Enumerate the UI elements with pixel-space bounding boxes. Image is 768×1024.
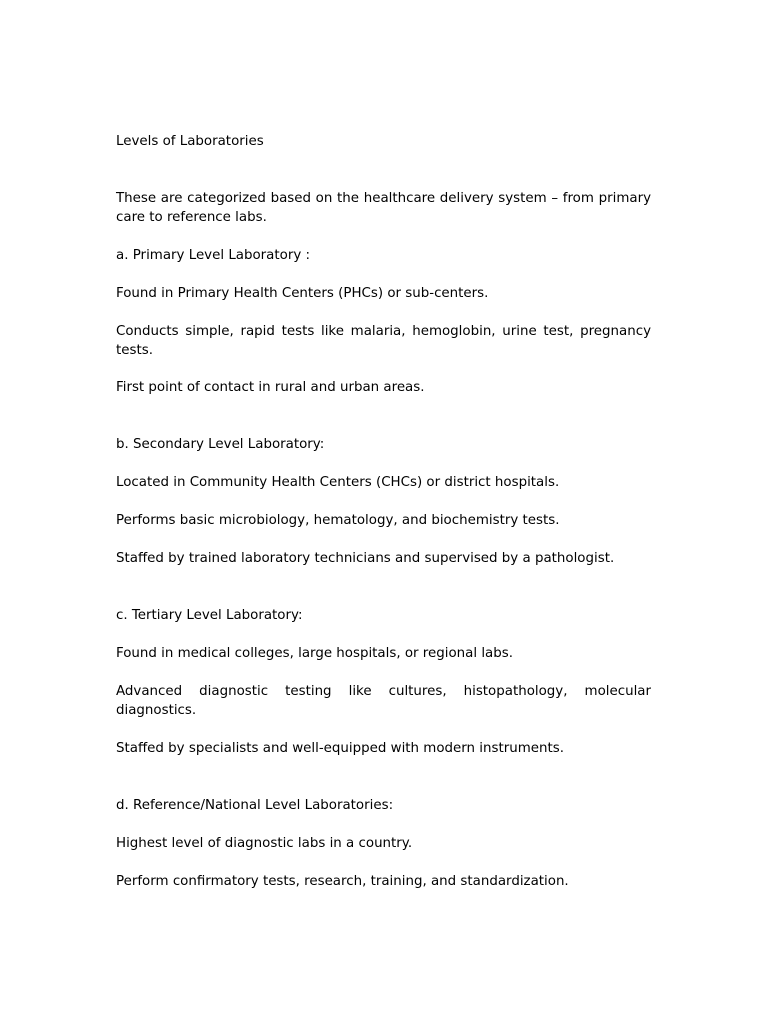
section-c-point-1: Found in medical colleges, large hospitals, or regional labs. xyxy=(116,646,513,661)
section-c-point-3: Staffed by specialists and well-equipped with modern instruments. xyxy=(116,741,564,756)
section-a-point-3: First point of contact in rural and urban areas. xyxy=(116,380,425,395)
section-c-point-2: Advanced diagnostic testing like cultures, histopathology, molecular diagnostics. xyxy=(116,684,651,718)
section-b-point-2: Performs basic microbiology, hematology, and biochemistry tests. xyxy=(116,513,560,528)
section-b-heading: b. Secondary Level Laboratory: xyxy=(116,437,325,452)
section-a-point-1: Found in Primary Health Centers (PHCs) or sub-centers. xyxy=(116,286,489,301)
section-a-point-2: Conducts simple, rapid tests like malaria, hemoglobin, urine test, pregnancy tests. xyxy=(116,324,651,358)
section-c-heading: c. Tertiary Level Laboratory: xyxy=(116,608,303,623)
section-b-point-3: Staffed by trained laboratory technicians and supervised by a pathologist. xyxy=(116,551,615,566)
intro-paragraph: These are categorized based on the healthcare delivery system – from primary care to reference labs. xyxy=(116,191,651,225)
section-d-heading: d. Reference/National Level Laboratories: xyxy=(116,798,394,813)
section-d-point-2: Perform confirmatory tests, research, training, and standardization. xyxy=(116,874,569,889)
document-title: Levels of Laboratories xyxy=(116,134,264,149)
section-a-heading: a. Primary Level Laboratory : xyxy=(116,248,311,263)
section-d-point-1: Highest level of diagnostic labs in a country. xyxy=(116,836,413,851)
section-b-point-1: Located in Community Health Centers (CHCs) or district hospitals. xyxy=(116,475,560,490)
